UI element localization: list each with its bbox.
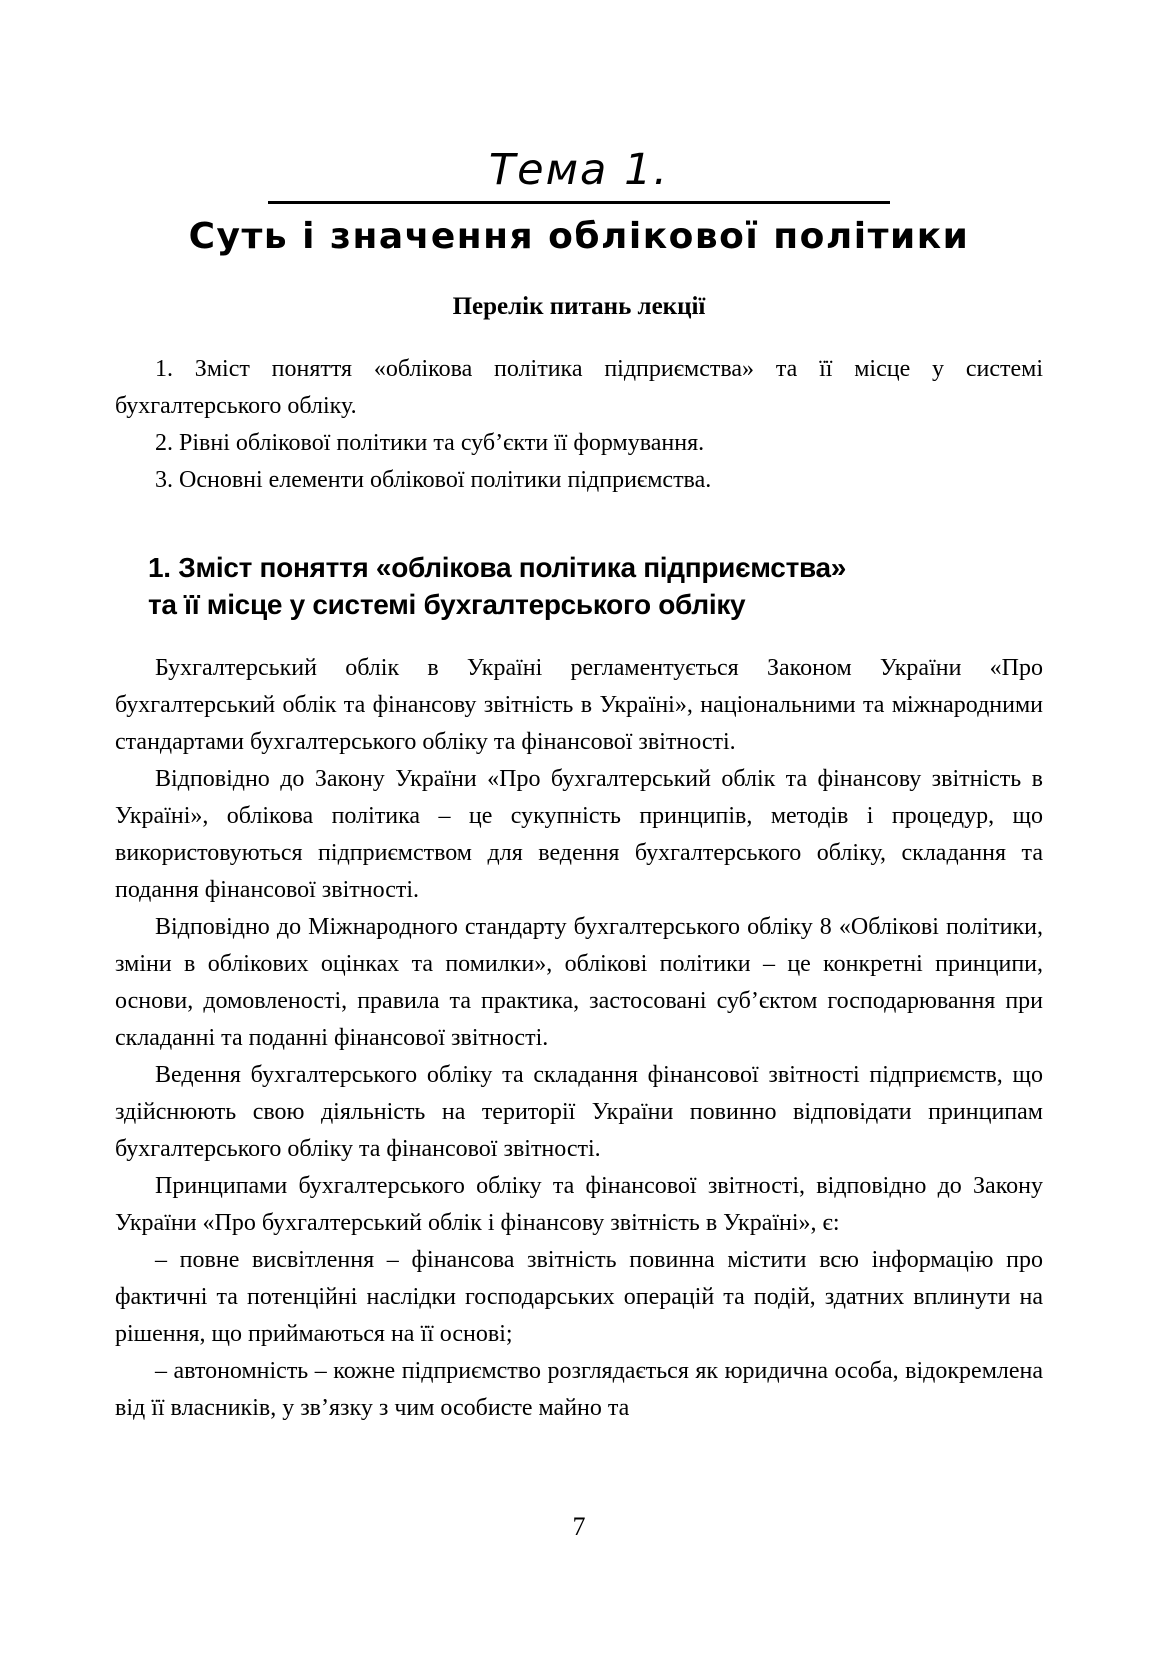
body-paragraph: Відповідно до Закону України «Про бухгалтерський облік та фінансову звітність в Україні», облікова політика – це сукупність принципів, методів і процедур, що використовуються підприємством для ведення бухгалтерського обліку, складання та подання фінансової звітності. — [115, 765, 1043, 903]
page-content — [115, 146, 1043, 1427]
title-rule-divider — [268, 201, 890, 204]
section-heading-line-1: 1. Зміст поняття «облікова політика підприємства» — [148, 551, 847, 583]
section-heading-line-2: та її місце у системі бухгалтерського обліку — [148, 588, 746, 620]
body-paragraph: – автономність – кожне підприємство розглядається як юридична особа, відокремлена від її власників, у зв’язку з чим особисте майно та — [115, 1357, 1043, 1421]
lecture-question-item: 2. Рівні облікової політики та суб’єкти її формування. — [155, 429, 705, 456]
page-title: Суть і значення облікової політики — [188, 216, 970, 258]
page-number: 7 — [572, 1512, 586, 1541]
lecture-questions-heading: Перелік питань лекції — [452, 292, 706, 320]
body-paragraph: Бухгалтерський облік в Україні регламентується Законом України «Про бухгалтерський облік та фінансову звітність в Україні», національними та міжнародними стандартами бухгалтерського обліку та фінансової звітності. — [115, 654, 1043, 755]
body-paragraph: Ведення бухгалтерського обліку та складання фінансової звітності підприємств, що здійснюють свою діяльність на території України повинно відповідати принципам бухгалтерського обліку та фінансової звітності. — [115, 1061, 1043, 1162]
body-text — [115, 650, 1043, 1427]
section-heading — [148, 549, 1043, 623]
lecture-question-item: 1. Зміст поняття «облікова політика підприємства» та її місце у системі бухгалтерського обліку. — [115, 355, 1043, 419]
body-paragraph: – повне висвітлення – фінансова звітність повинна містити всю інформацію про фактичні та потенційні наслідки господарських операцій та подій, здатних вплинути на рішення, що приймаються на її основі; — [115, 1246, 1043, 1347]
topic-label: Тема 1. — [488, 145, 670, 195]
lecture-question-item: 3. Основні елементи облікової політики підприємства. — [155, 466, 712, 493]
body-paragraph: Відповідно до Міжнародного стандарту бухгалтерського обліку 8 «Облікові політики, зміни в облікових оцінках та помилки», облікові політики – це конкретні принципи, основи, домовленості, правила та практика, застосовані суб’єктом господарювання при складанні та поданні фінансової звітності. — [115, 913, 1043, 1051]
lecture-questions-list — [115, 351, 1043, 499]
body-paragraph: Принципами бухгалтерського обліку та фінансової звітності, відповідно до Закону України «Про бухгалтерський облік і фінансову звітність в Україні», є: — [115, 1172, 1043, 1236]
